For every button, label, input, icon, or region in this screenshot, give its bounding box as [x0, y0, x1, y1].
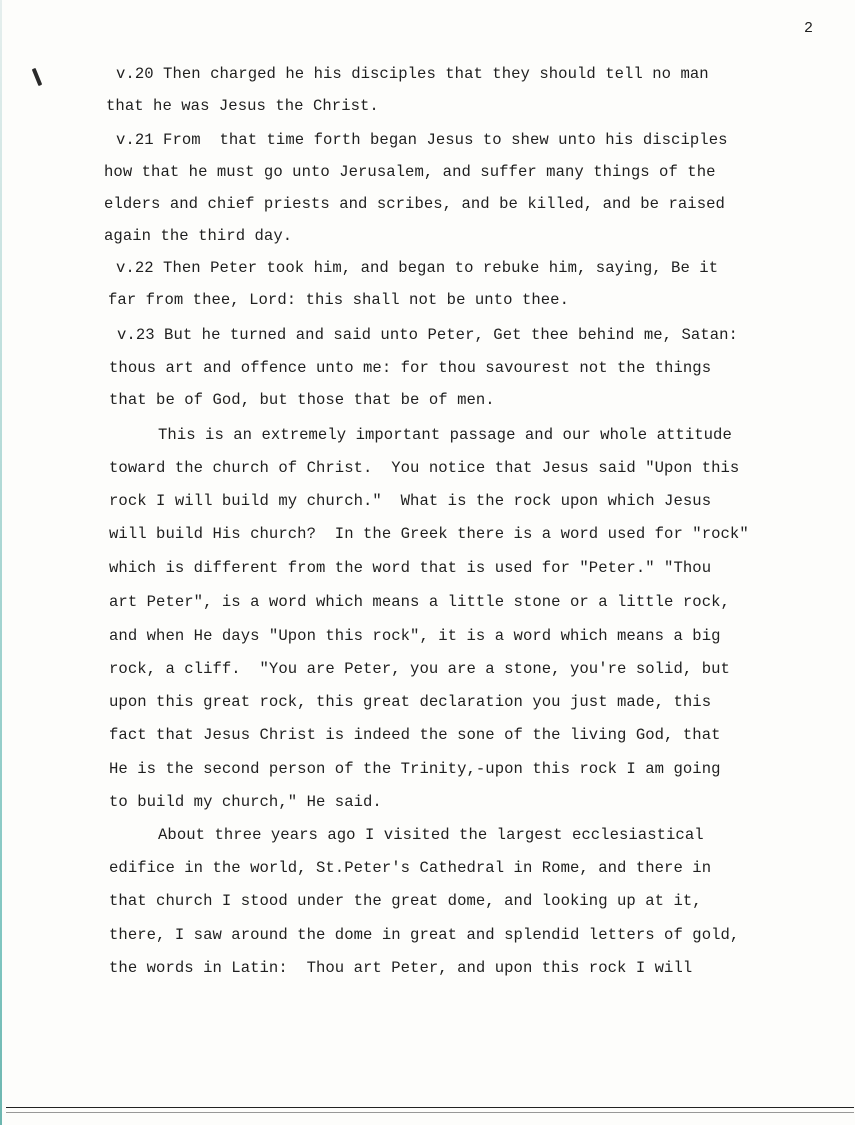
text-line: there, I saw around the dome in great and splendid letters of gold, [109, 926, 740, 944]
text-line: that he was Jesus the Christ. [106, 97, 379, 115]
text-line: far from thee, Lord: this shall not be unto thee. [108, 291, 569, 309]
text-line: to build my church," He said. [109, 793, 382, 811]
text-line: how that he must go unto Jerusalem, and suffer many things of the [104, 163, 716, 181]
text-line: which is different from the word that is used for "Peter." "Thou [109, 559, 712, 577]
text-line: will build His church? In the Greek there is a word used for "rock" [109, 525, 749, 543]
text-line: edifice in the world, St.Peter's Cathedral in Rome, and there in [109, 859, 712, 877]
bottom-rule [6, 1107, 854, 1108]
text-line: He is the second person of the Trinity,-upon this rock I am going [109, 760, 721, 778]
text-line: upon this great rock, this great declaration you just made, this [109, 693, 712, 711]
text-line: and when He days "Upon this rock", it is a word which means a big [109, 627, 721, 645]
text-line: fact that Jesus Christ is indeed the sone of the living God, that [109, 726, 721, 744]
text-line: art Peter", is a word which means a little stone or a little rock, [109, 593, 730, 611]
text-line: that be of God, but those that be of men. [109, 391, 495, 409]
text-line: elders and chief priests and scribes, and be killed, and be raised [104, 195, 725, 213]
text-line: that church I stood under the great dome, and looking up at it, [109, 892, 702, 910]
text-line: the words in Latin: Thou art Peter, and upon this rock I will [109, 959, 693, 977]
text-line: v.20 Then charged he his disciples that they should tell no man [116, 65, 709, 83]
text-line: v.22 Then Peter took him, and began to rebuke him, saying, Be it [116, 259, 719, 277]
text-line: toward the church of Christ. You notice that Jesus said "Upon this [109, 459, 740, 477]
text-line: rock, a cliff. "You are Peter, you are a stone, you're solid, but [109, 660, 730, 678]
text-line: v.21 From that time forth began Jesus to shew unto his disciples [116, 131, 728, 149]
text-line: again the third day. [104, 227, 293, 245]
bottom-rule-secondary [6, 1112, 854, 1113]
text-line: v.23 But he turned and said unto Peter, Get thee behind me, Satan: [117, 326, 738, 344]
text-line: This is an extremely important passage and our whole attitude [158, 426, 732, 444]
page-left-edge [0, 0, 2, 1125]
text-line: About three years ago I visited the largest ecclesiastical [158, 826, 704, 844]
margin-pencil-mark [32, 68, 42, 86]
page-number: 2 [804, 20, 814, 37]
text-line: thous art and offence unto me: for thou savourest not the things [109, 359, 712, 377]
text-line: rock I will build my church." What is the rock upon which Jesus [109, 492, 712, 510]
